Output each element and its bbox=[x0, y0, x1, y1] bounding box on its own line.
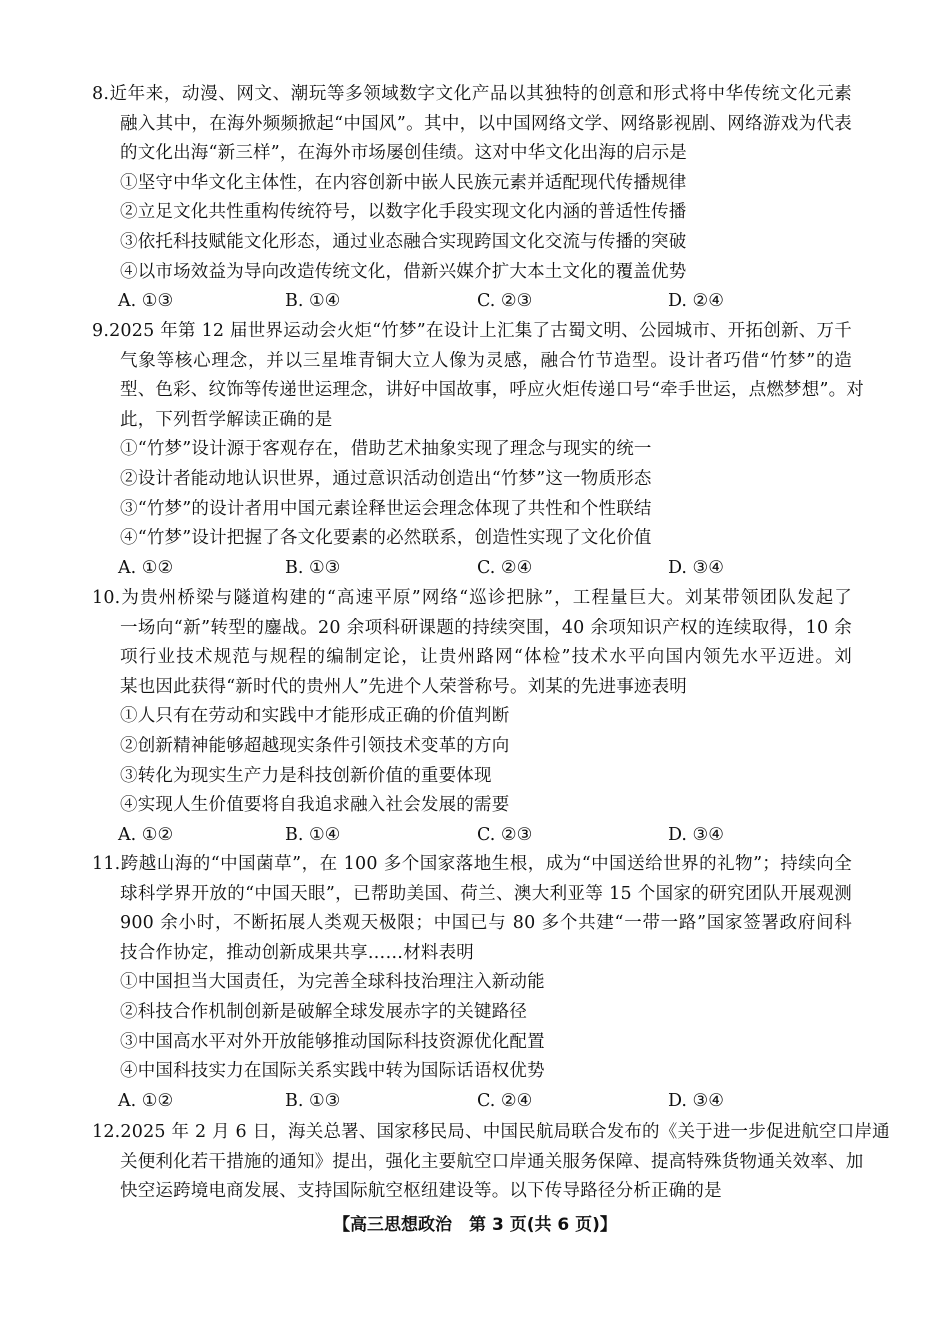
stem-line: 融入其中，在海外频频掀起“中国风”。其中，以中国网络文学、网络影视剧、网络游戏为代表 bbox=[120, 113, 852, 134]
question-9 bbox=[92, 317, 864, 583]
question-stem bbox=[92, 850, 852, 968]
stem-line: 快空运跨境电商发展、支持国际航空枢纽建设等。以下传导路径分析正确的是 bbox=[120, 1181, 722, 1202]
stem-line: 关便利化若干措施的通知》提出，强化主要航空口岸通关服务保障、提高特殊货物通关效率、加 bbox=[120, 1151, 864, 1172]
stem-line: 此，下列哲学解读正确的是 bbox=[120, 409, 333, 430]
stem-line: 的文化出海“新三样”，在海外市场屡创佳绩。这对中华文化出海的启示是 bbox=[120, 143, 687, 164]
choice-c: C. ②④ bbox=[477, 1090, 533, 1111]
choice-c: C. ②④ bbox=[477, 557, 533, 578]
option-2: ②设计者能动地认识世界，通过意识活动创造出“竹梦”这一物质形态 bbox=[120, 468, 652, 489]
choice-d: D. ②④ bbox=[668, 291, 724, 312]
option-4: ④以市场效益为导向改造传统文化，借新兴媒介扩大本土文化的覆盖优势 bbox=[120, 261, 687, 282]
choice-c: C. ②③ bbox=[477, 824, 533, 845]
choice-c: C. ②③ bbox=[477, 291, 533, 312]
option-1: ①“竹梦”设计源于客观存在，借助艺术抽象实现了理念与现实的统一 bbox=[120, 439, 652, 460]
question-12 bbox=[92, 1118, 890, 1207]
question-stem bbox=[92, 584, 852, 702]
question-stem bbox=[92, 80, 852, 169]
choice-a: A. ①② bbox=[118, 1090, 174, 1111]
stem-line: 型、色彩、纹饰等传递世运理念，讲好中国故事，呼应火炬传递口号“牵手世运，点燃梦想”。对 bbox=[120, 380, 864, 401]
stem-line: 项行业技术规范与规程的编制定论，让贵州路网“体检”技术水平向国内领先水平迈进。刘 bbox=[120, 647, 852, 668]
option-1: ①中国担当大国责任，为完善全球科技治理注入新动能 bbox=[120, 972, 545, 993]
question-stem bbox=[92, 317, 864, 435]
choice-d: D. ③④ bbox=[668, 824, 724, 845]
answer-choices bbox=[92, 287, 852, 317]
page-footer: 【高三思想政治 第 3 页(共 6 页)】 bbox=[333, 1215, 617, 1235]
choice-a: A. ①② bbox=[118, 824, 174, 845]
choice-a: A. ①② bbox=[118, 557, 174, 578]
question-8 bbox=[92, 80, 852, 317]
stem-line: 一场向“新”转型的鏖战。20 余项科研课题的持续突围，40 余项知识产权的连续取得，10 余 bbox=[120, 617, 852, 638]
choice-b: B. ①④ bbox=[285, 291, 341, 312]
stem-line: 11.跨越山海的“中国菌草”，在 100 多个国家落地生根，成为“中国送给世界的礼物”；持续向全 bbox=[92, 854, 852, 874]
answer-choices bbox=[92, 1087, 852, 1117]
question-11 bbox=[92, 850, 852, 1116]
option-4: ④“竹梦”设计把握了各文化要素的必然联系，创造性实现了文化价值 bbox=[120, 528, 652, 549]
option-2: ②创新精神能够超越现实条件引领技术变革的方向 bbox=[120, 735, 510, 756]
answer-choices bbox=[92, 821, 852, 851]
choice-b: B. ①③ bbox=[285, 1090, 341, 1111]
option-1: ①人只有在劳动和实践中才能形成正确的价值判断 bbox=[120, 706, 510, 727]
answer-choices bbox=[92, 554, 852, 584]
stem-line: 气象等核心理念，并以三星堆青铜大立人像为灵感，融合竹节造型。设计者巧借“竹梦”的造 bbox=[120, 350, 852, 371]
choice-b: B. ①③ bbox=[285, 557, 341, 578]
option-4: ④实现人生价值要将自我追求融入社会发展的需要 bbox=[120, 795, 510, 816]
option-1: ①坚守中华文化主体性，在内容创新中嵌人民族元素并适配现代传播规律 bbox=[120, 172, 687, 193]
stem-line: 12.2025 年 2 月 6 日，海关总署、国家移民局、中国民航局联合发布的《关于进一步促进航空口岸通 bbox=[92, 1122, 890, 1142]
question-stem bbox=[92, 1118, 890, 1207]
option-3: ③依托科技赋能文化形态，通过业态融合实现跨国文化交流与传播的突破 bbox=[120, 231, 687, 252]
choice-d: D. ③④ bbox=[668, 557, 724, 578]
choice-a: A. ①③ bbox=[118, 291, 174, 312]
stem-line: 某也因此获得“新时代的贵州人”先进个人荣誉称号。刘某的先进事迹表明 bbox=[120, 676, 687, 697]
choice-d: D. ③④ bbox=[668, 1090, 724, 1111]
option-2: ②立足文化共性重构传统符号，以数字化手段实现文化内涵的普适性传播 bbox=[120, 202, 687, 223]
stem-line: 10.为贵州桥梁与隧道构建的“高速平原”网络“巡诊把脉”，工程量巨大。刘某带领团队发起了 bbox=[92, 588, 852, 608]
stem-line: 9.2025 年第 12 届世界运动会火炬“竹梦”在设计上汇集了古蜀文明、公园城市、开拓创新、万千 bbox=[92, 321, 852, 341]
option-3: ③“竹梦”的设计者用中国元素诠释世运会理念体现了共性和个性联结 bbox=[120, 498, 652, 519]
choice-b: B. ①④ bbox=[285, 824, 341, 845]
option-3: ③转化为现实生产力是科技创新价值的重要体现 bbox=[120, 765, 492, 786]
stem-line: 900 余小时，不断拓展人类观天极限；中国已与 80 多个共建“一带一路”国家签署政府间科 bbox=[120, 913, 852, 934]
option-3: ③中国高水平对外开放能够推动国际科技资源优化配置 bbox=[120, 1031, 545, 1052]
stem-line: 球科学界开放的“中国天眼”，已帮助美国、荷兰、澳大利亚等 15 个国家的研究团队开展观测 bbox=[120, 883, 852, 904]
option-2: ②科技合作机制创新是破解全球发展赤字的关键路径 bbox=[120, 1001, 528, 1022]
question-10 bbox=[92, 584, 852, 850]
stem-line: 8.近年来，动漫、网文、潮玩等多领域数字文化产品以其独特的创意和形式将中华传统文化元素 bbox=[92, 84, 852, 104]
option-4: ④中国科技实力在国际关系实践中转为国际话语权优势 bbox=[120, 1061, 545, 1082]
stem-line: 技合作协定，推动创新成果共享……材料表明 bbox=[120, 942, 474, 963]
